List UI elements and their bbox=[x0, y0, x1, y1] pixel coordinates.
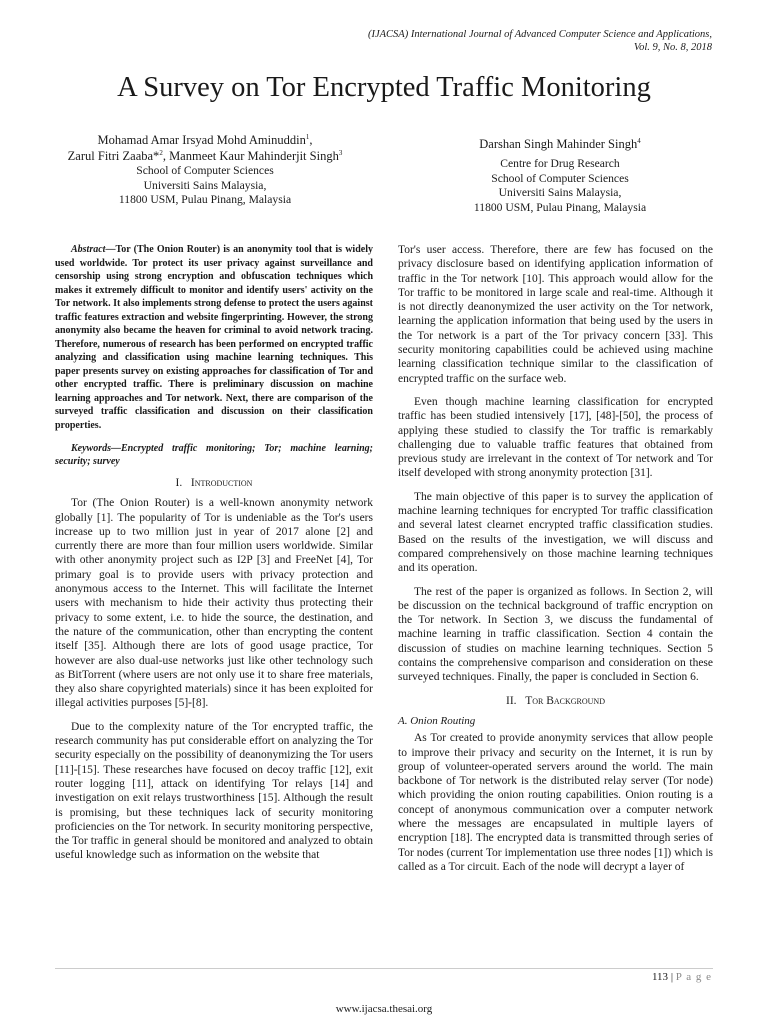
paragraph: Tor (The Onion Router) is a well-known anonymity network globally [1]. The popularity of Tor is undeniable as the Tor's users increase up to two million just in year of 2017 alone [2] and currently there are more than four million users worldwide. Similar with other anonymity project such as I2P [3] and FreeNet [4], Tor primary goal is to provide users with privacy protection and anonymous access to the Internet. This will facilitate the Internet users with mechanism to hide their activity thus protecting their privacy to some extent, i.e. to hide the source, the destination, and the nature of the communication, other than encrypting the content itself [35]. Although there are lots of good usage practice, Tor however are also dual-use networks just like other technology such as BitTorrent (where users are not only use it to share free materials, they also share copyrighted materials) since it has been exploited for illegal activities purposes [5]-[8]. bbox=[55, 497, 373, 710]
author-block-left bbox=[40, 132, 370, 208]
journal-name: (IJACSA) International Journal of Advanced Computer Science and Applications, bbox=[367, 29, 712, 40]
author-line-right: Darshan Singh Mahinder Singh$^4$ bbox=[479, 136, 641, 151]
paragraph: The rest of the paper is organized as follows. In Section 2, will be discussion on the technical background of traffic encryption on the Tor network. In Section 3, we discuss the fundamental of machine learning in traffic classification. Section 4 contain the discussion of studies on machine learning techniques. Section 5 contains the comprehensive comparison and consideration on these surveyed techniques. Finally, the paper is concluded in Section 6. bbox=[398, 585, 713, 684]
abstract: Abstract—Tor (The Onion Router) is an anonymity tool that is widely used worldwide. Tor protect its user privacy against surveillance and censorship using strong encryption and obfuscation techniques which makes it extremely difficult to monitor and identify users' activity on the Tor network. It also implements strong defense to protect the users against traffic features extraction and website fingerprinting. However, the strong anonymity also became the heaven for criminal to avoid network tracing. Therefore, numerous of research has been performed on encrypted traffic analyzing and classification using machine learning techniques. This paper presents survey on existing approaches for classification of Tor and other encrypted traffic. There is preliminary discussion on machine learning approaches and Tor network. Next, there are comparison of the surveyed traffic classification and discussion on their classification properties. bbox=[55, 244, 373, 431]
paragraph: Even though machine learning classification for encrypted traffic has been studied intensively [17], [48]-[50], the process of applying these studied to classify the Tor traffic is remarkably challenging due to valuable traffic features that obtained from previous study are irrelevant in the context of Tor network and Tor itself developed with strong anonymity protection [31]. bbox=[398, 395, 713, 480]
subsection-heading-onion-routing: A. Onion Routing bbox=[398, 714, 476, 727]
affiliation-school: School of Computer Sciences bbox=[136, 164, 274, 177]
paragraph: Tor's user access. Therefore, there are few has focused on the privacy disclosure based on identifying application information of traffic in the Tor network [10]. This approach would allow for the Tor traffic to be monitored in large scale and real-time. Although it is not directly deanonymized the user activity on the Tor network, learning the application information that being used by the users in the Tor network is a part of the Tor privacy concern [33]. This security monitoring capabilities could be achieved using machine learning classification technique similar to the classification of encrypted traffic on the surface web. bbox=[398, 244, 713, 385]
affiliation-address: 11800 USM, Pulau Pinang, Malaysia bbox=[118, 193, 292, 206]
affiliation-centre: Centre for Drug Research bbox=[500, 157, 620, 170]
footer-divider bbox=[55, 968, 713, 969]
affiliation-address: 11800 USM, Pulau Pinang, Malaysia bbox=[473, 200, 647, 214]
author-line-1: Mohamad Amar Irsyad Mohd Aminuddin$^1$, bbox=[97, 132, 313, 147]
paragraph: As Tor created to provide anonymity services that allow people to improve their privacy and security on the Internet, it is run by group of volunteer-operated servers around the world. The main backbone of Tor network is the distributed relay server (Tor node) which providing the onion routing capabilities. Onion routing is a concept of anonymous communication over a computer network where the messages are encapsulated in multiple layers of encryption [18]. The encrypted data is transmitted through series of Tor nodes (current Tor implementation use three nodes [1]) which is called as a Tor circuit. Each of the node will decrypt a layer of bbox=[398, 732, 713, 873]
paragraph: The main objective of this paper is to survey the application of machine learning techniques for encrypted Tor traffic classification and several latest clearnet encrypted traffic classification studies. Based on the results of the investigation, we will discuss and compared comprehensively on those machine learning techniques and its operation. bbox=[398, 490, 713, 575]
keywords: Keywords—Encrypted traffic monitoring; Tor; machine learning; security; survey bbox=[55, 443, 373, 467]
affiliation-university: Universiti Sains Malaysia, bbox=[498, 186, 622, 199]
paragraph: Due to the complexity nature of the Tor encrypted traffic, the research community has put considerable effort on analyzing the Tor security especially on the possibility of deanonymizing the Tor users [11]-[15]. These researches have focused on decoy traffic [12], exit router logging [11], attack on identifying Tor relays [14] and investigation on exit relays trustworthiness [15]. Although the result is promising, but these techniques lack of security monitoring proficiencies on the Tor network. In security monitoring perspective, the Tor traffic in general should be monitored and analyzed to obtain useful knowledge such as information on the website that bbox=[55, 720, 373, 862]
right-column bbox=[398, 243, 713, 883]
footer-website: www.ijacsa.thesai.org bbox=[335, 1003, 433, 1015]
section-heading-introduction: I. Introduction bbox=[175, 477, 253, 489]
author-block-right bbox=[398, 136, 722, 215]
affiliation-university: Universiti Sains Malaysia, bbox=[143, 178, 267, 192]
page-number: 113 | P a g e bbox=[651, 971, 712, 983]
journal-volume: Vol. 9, No. 8, 2018 bbox=[633, 42, 712, 53]
section-heading-tor-background: II. Tor Background bbox=[506, 694, 605, 707]
author-line-2: Zarul Fitri Zaaba*$^2$, Manmeet Kaur Mahinderjit Singh$^3$ bbox=[67, 148, 343, 163]
journal-header bbox=[252, 28, 712, 54]
affiliation-school: School of Computer Sciences bbox=[491, 171, 629, 185]
paper-title: A Survey on Tor Encrypted Traffic Monitoring bbox=[117, 72, 651, 103]
left-column bbox=[55, 243, 373, 872]
